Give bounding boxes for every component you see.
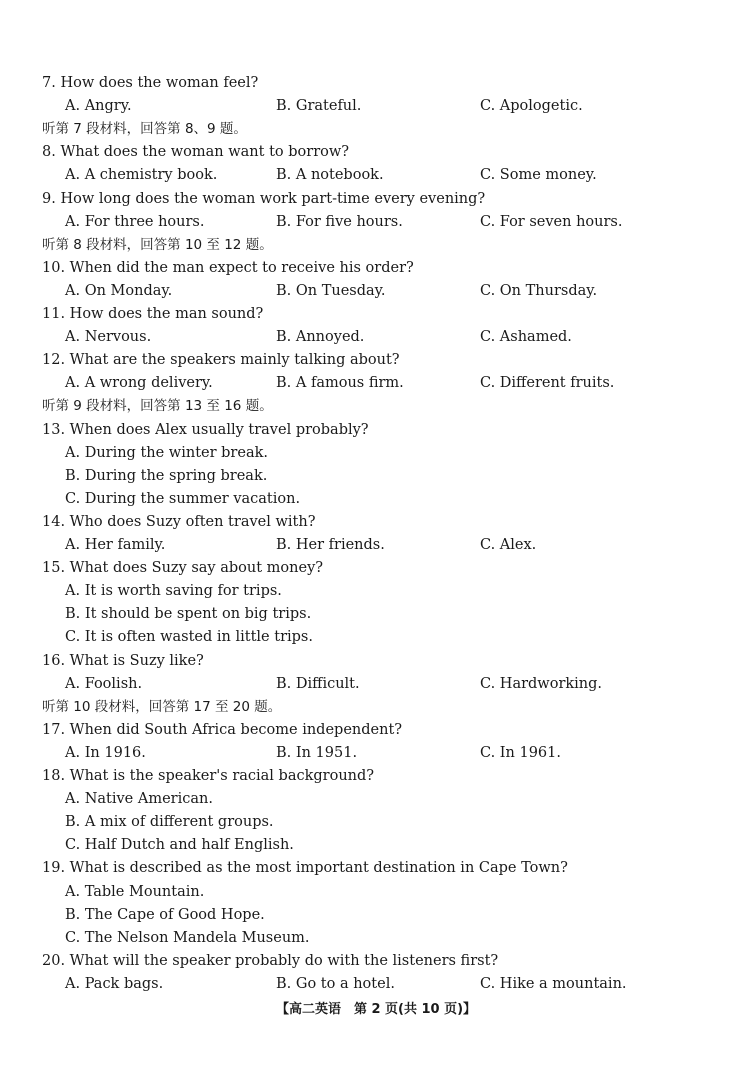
question-text: 18. What is the speaker's racial background? [42,768,375,784]
option-b: B. In 1951. [276,745,358,761]
question-text: 12. What are the speakers mainly talking about? [42,352,400,368]
option-a: A. Pack bags. [65,976,164,992]
option-c: C. For seven hours. [480,214,623,230]
option-b: B. A famous firm. [276,375,404,391]
option-c: C. Different fruits. [480,375,615,391]
option-line: C. During the summer vacation. [65,491,301,507]
option-b: B. Her friends. [276,537,385,553]
question-text: 16. What is Suzy like? [42,653,204,669]
option-c: C. Ashamed. [480,329,572,345]
option-line: B. During the spring break. [65,468,268,484]
option-b: B. Annoyed. [276,329,365,345]
option-line: C. It is often wasted in little trips. [65,629,313,645]
option-a: A. A wrong delivery. [65,375,213,391]
option-c: C. On Thursday. [480,283,598,299]
question-text: 15. What does Suzy say about money? [42,560,324,576]
option-line: B. A mix of different groups. [65,814,274,830]
option-b: B. On Tuesday. [276,283,386,299]
option-a: A. For three hours. [65,214,205,230]
option-a: A. On Monday. [65,283,173,299]
option-c: C. Alex. [480,537,537,553]
question-text: 14. Who does Suzy often travel with? [42,514,316,530]
option-c: C. Some money. [480,167,597,183]
option-line: A. During the winter break. [65,445,268,461]
option-c: C. Hardworking. [480,676,603,692]
option-b: B. Go to a hotel. [276,976,395,992]
section-instruction: 听第 8 段材料，回答第 10 至 12 题。 [42,237,273,253]
option-line: B. The Cape of Good Hope. [65,907,265,923]
option-line: B. It should be spent on big trips. [65,606,312,622]
option-a: A. A chemistry book. [65,167,218,183]
question-text: 11. How does the man sound? [42,306,264,322]
question-text: 9. How long does the woman work part-time every evening? [42,191,486,207]
option-line: C. The Nelson Mandela Museum. [65,930,310,946]
option-a: A. Angry. [65,98,132,114]
question-text: 20. What will the speaker probably do with the listeners first? [42,953,499,969]
option-line: A. It is worth saving for trips. [65,583,282,599]
option-b: B. Difficult. [276,676,360,692]
question-text: 17. When did South Africa become independent? [42,722,403,738]
option-line: C. Half Dutch and half English. [65,837,294,853]
question-text: 7. How does the woman feel? [42,75,259,91]
option-b: B. A notebook. [276,167,384,183]
option-b: B. Grateful. [276,98,362,114]
option-c: C. In 1961. [480,745,561,761]
page-footer: 【高二英语 第 2 页(共 10 页)】 [275,1002,477,1017]
question-text: 13. When does Alex usually travel probably? [42,422,369,438]
question-text: 10. When did the man expect to receive his order? [42,260,414,276]
section-instruction: 听第 7 段材料，回答第 8、9 题。 [42,121,247,137]
option-a: A. In 1916. [65,745,146,761]
option-line: A. Native American. [65,791,213,807]
section-instruction: 听第 10 段材料，回答第 17 至 20 题。 [42,699,282,715]
option-line: A. Table Mountain. [65,884,205,900]
question-text: 8. What does the woman want to borrow? [42,144,350,160]
option-c: C. Hike a mountain. [480,976,627,992]
section-instruction: 听第 9 段材料，回答第 13 至 16 题。 [42,398,273,414]
option-a: A. Her family. [65,537,166,553]
question-text: 19. What is described as the most important destination in Cape Town? [42,860,568,876]
option-a: A. Nervous. [65,329,152,345]
option-a: A. Foolish. [65,676,143,692]
option-b: B. For five hours. [276,214,403,230]
option-c: C. Apologetic. [480,98,583,114]
